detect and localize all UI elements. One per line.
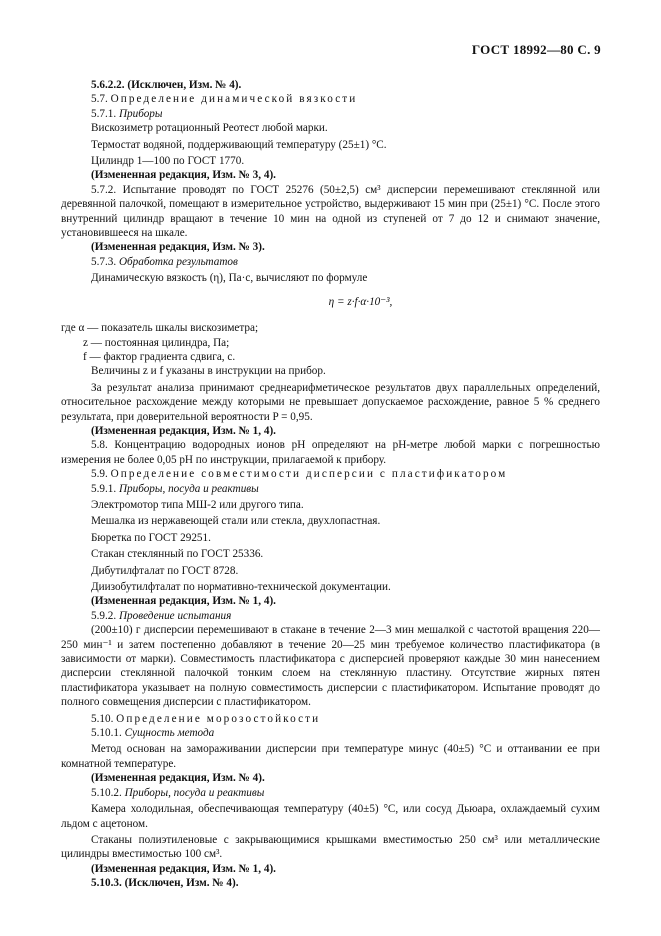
subsection-number: 5.9.2. [91, 609, 119, 622]
clause-5-7-2: 5.7.2. Испытание проводят по ГОСТ 25276 (50±2,5) см³ дисперсии перемешивают стеклянной или деревянной палочкой, помещают в измерительное устройство, выдерживают 15 мин при (25±1) °С. После этого внутренний цилиндр вращают в течение 10 мин на одной из ступеней от 7 до 12 и снимают значение, установившееся на шкале. [61, 183, 600, 240]
subsection-number: 5.7.3. [91, 255, 119, 268]
item-viscometer: Вискозиметр ротационный Реотест любой марки. [91, 122, 328, 135]
subsection-number: 5.7.1. [91, 107, 119, 120]
section-number: 5.9. [91, 468, 111, 481]
viscosity-formula: η = z·f·α·10⁻³, [328, 295, 393, 308]
subsection-title: Приборы [118, 107, 163, 120]
subsection-number: 5.10.2. [91, 786, 125, 799]
amendment-note: (Измененная редакция, Изм. № 1, 4). [91, 595, 276, 608]
item-cylinder: Цилиндр 1—100 по ГОСТ 1770. [91, 155, 245, 168]
subsection-title: Проведение испытания [118, 609, 232, 622]
section-number: 5.7. [91, 93, 111, 106]
subsection-title: Сущность метода [124, 727, 215, 740]
subsection-title: Приборы, посуда и реактивы [118, 482, 259, 495]
formula-intro: Динамическую вязкость (η), Па·с, вычисляют по формуле [91, 272, 368, 285]
item-dibutylphthalate: Дибутилфталат по ГОСТ 8728. [91, 564, 239, 577]
section-title: Определение совместимости дисперсии с пластификатором [110, 468, 508, 481]
section-5-7-heading [61, 92, 600, 106]
method-paragraph: Метод основан на замораживании дисперсии при температуре минус (40±5) °С и оттаивании ее при комнатной температуре. [61, 743, 600, 770]
subsection-title: Обработка результатов [118, 255, 238, 268]
legend-note: Величины z и f указаны в инструкции на прибор. [91, 365, 326, 378]
section-number: 5.10. [91, 712, 117, 725]
section-title: Определение морозостойкости [116, 712, 321, 725]
formula-legend-alpha: где α — показатель шкалы вискозиметра; [61, 322, 259, 335]
item-containers: Стаканы полиэтиленовые с закрывающимися крышками вместимостью 250 см³ или металлические цилиндры вместимостью 100 см³. [61, 833, 600, 861]
amendment-note: (Измененная редакция, Изм. № 1, 4). [91, 424, 276, 437]
formula-legend-z: z — постоянная цилиндра, Па; [83, 336, 230, 349]
item-freezer: Камера холодильная, обеспечивающая температуру (40±5) °С, или сосуд Дьюара, охлаждаемый сухим льдом с ацетоном. [61, 803, 600, 830]
subsection-5-10-1 [61, 726, 600, 740]
item-thermostat: Термостат водяной, поддерживающий температуру (25±1) °С. [91, 138, 387, 151]
subsection-5-10-2 [61, 786, 600, 800]
section-5-9-heading [61, 467, 600, 481]
page-header: ГОСТ 18992—80 С. 9 [471, 42, 601, 57]
item-stirrer: Мешалка из нержавеющей стали или стекла, двухлопастная. [91, 515, 381, 528]
amendment-note: (Измененная редакция, Изм. № 3, 4). [91, 169, 276, 182]
result-paragraph: За результат анализа принимают среднеарифметическое результатов двух параллельных определений, относительное расхождение между которыми не превышает допускаемое расхождение, равное 5 % среднего результата, при доверительной вероятности P = 0,95. [61, 381, 600, 423]
amendment-note: (Измененная редакция, Изм. № 4). [91, 772, 265, 785]
subsection-5-9-1 [61, 482, 600, 496]
section-5-10-heading [61, 712, 600, 726]
subsection-5-7-1 [61, 107, 600, 121]
item-electromotor: Электромотор типа МШ-2 или другого типа. [91, 498, 304, 511]
clause-5-10-3: 5.10.3. (Исключен, Изм. № 4). [91, 877, 239, 890]
page-body [61, 78, 600, 891]
amendment-note: (Измененная редакция, Изм. № 1, 4). [91, 862, 276, 875]
clause-5-8: 5.8. Концентрацию водородных ионов рН определяют на рН-метре любой марки с погрешностью измерения не более 0,05 рН по инструкции, прилагаемой к прибору. [61, 439, 600, 466]
section-title: Определение динамической вязкости [110, 93, 358, 106]
subsection-5-7-3 [61, 255, 600, 269]
subsection-title: Приборы, посуда и реактивы [124, 786, 265, 799]
subsection-number: 5.10.1. [91, 727, 125, 740]
item-beaker: Стакан стеклянный по ГОСТ 25336. [91, 548, 264, 561]
formula-legend-f: f — фактор градиента сдвига, с. [83, 350, 236, 363]
clause-5-6-2-2: 5.6.2.2. (Исключен, Изм. № 4). [91, 79, 242, 91]
item-burette: Бюретка по ГОСТ 29251. [91, 531, 211, 544]
test-procedure-paragraph: (200±10) г дисперсии перемешивают в стакане в течение 2—3 мин мешалкой с частотой вращения 220—250 мин⁻¹ и затем постепенно добавляют в течение 20—25 мин требуемое количество пластификатора (в зависимости от марки). Совместимость пластификатора с дисперсией проверяют каждые 30 мин нанесением дисперсии стеклянной палочкой тонким слоем на стеклянную пластину. Отсутствие жирных пятен пластификатора указывает на полную совместимость дисперсии с пластификатором. Испытание проводят до полного совмещения дисперсии с пластификатором. [61, 624, 600, 709]
item-diisobutylphthalate: Диизобутилфталат по нормативно-технической документации. [91, 581, 391, 593]
amendment-note: (Измененная редакция, Изм. № 3). [91, 241, 265, 254]
subsection-5-9-2 [61, 609, 600, 623]
subsection-number: 5.9.1. [91, 482, 119, 495]
